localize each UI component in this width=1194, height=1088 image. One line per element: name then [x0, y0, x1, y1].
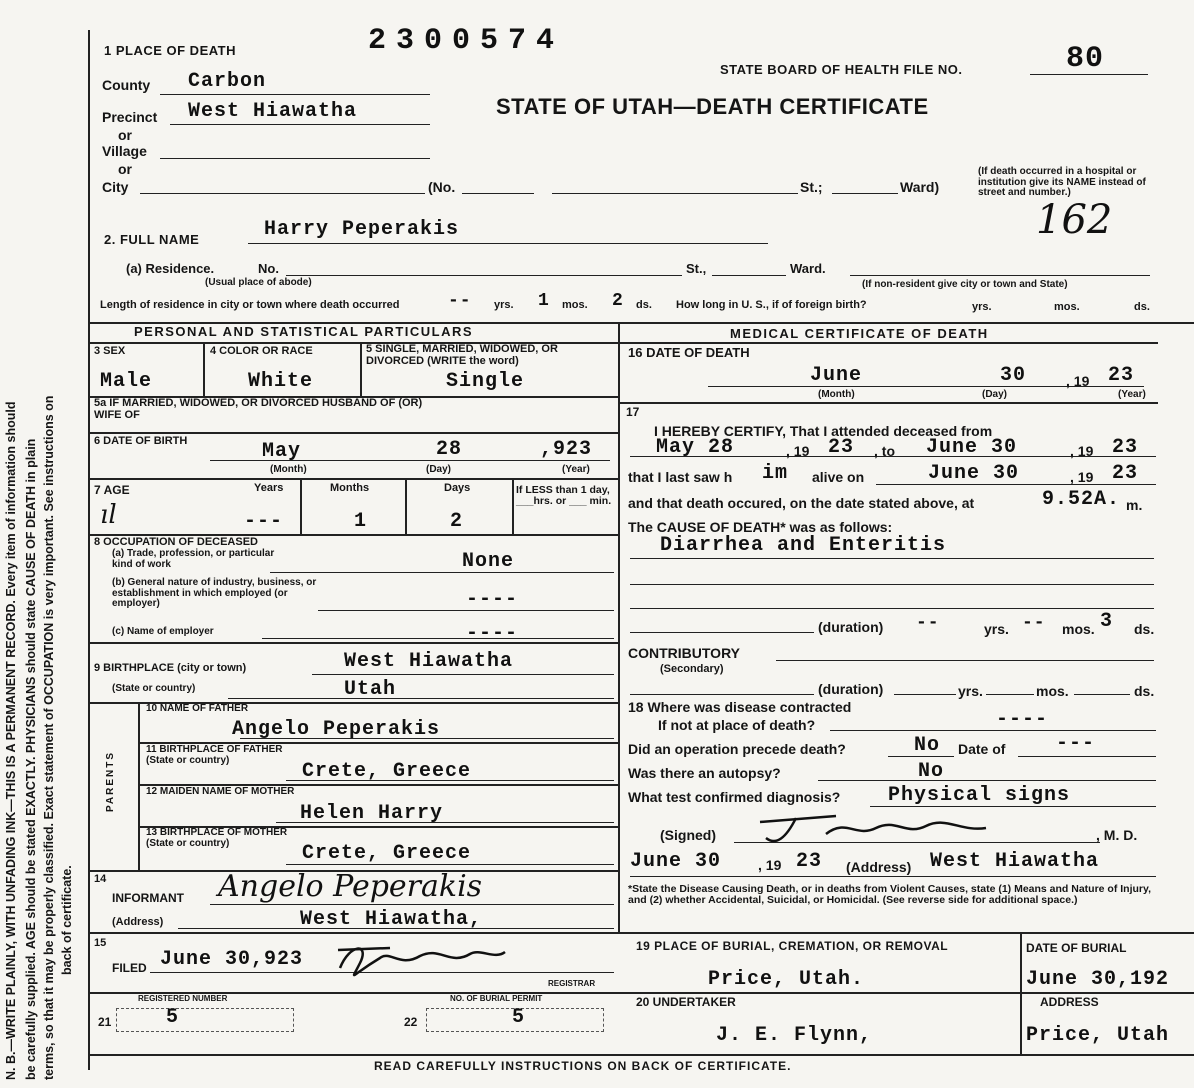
precinct-label: Precinct	[102, 109, 158, 125]
age-days-value: 2	[450, 510, 464, 533]
age-months-value: 1	[354, 510, 368, 533]
dob-day: 28	[436, 438, 463, 461]
dob-month-label: (Month)	[270, 464, 307, 475]
undertaker-address: Price, Utah	[1026, 1024, 1170, 1047]
certificate-number: 2300574	[368, 24, 565, 58]
death-month: June	[810, 364, 863, 387]
dob-label: 6 DATE OF BIRTH	[94, 435, 188, 447]
burial-place-label: 19 PLACE OF BURIAL, CREMATION, OR REMOVAL	[636, 939, 949, 953]
hospital-note: (If death occurred in a hospital or institution give its NAME instead of street and number.)	[978, 166, 1146, 198]
occupation-b-label: (b) General nature of industry, business, or establishment in which employed (or employer)	[112, 577, 317, 609]
duration-yrs-label: yrs.	[984, 621, 1009, 637]
age-months-label: Months	[330, 482, 370, 494]
cause-of-death-value: Diarrhea and Enteritis	[660, 534, 947, 557]
margin-note: 162	[1036, 197, 1113, 243]
registrar-signature	[330, 938, 510, 978]
age-days-label: Days	[444, 482, 471, 494]
cause-of-death-label: The CAUSE OF DEATH* was as follows:	[628, 519, 893, 535]
operation-date-value: ---	[1056, 732, 1096, 755]
nineteen-1: , 19	[786, 443, 810, 459]
physician-address-label: (Address)	[846, 859, 912, 875]
duration-mos-label-2: mos.	[1036, 683, 1069, 699]
diagnosis-test-label: What test confirmed diagnosis?	[628, 789, 841, 805]
age-years-value: ---	[244, 510, 284, 533]
outer-border-left	[88, 30, 90, 1070]
signed-nineteen: , 19	[758, 857, 782, 873]
no-label: (No.	[428, 179, 456, 195]
precinct-value: West Hiawatha	[188, 100, 358, 123]
certificate-title: STATE OF UTAH—DEATH CERTIFICATE	[496, 94, 929, 119]
contracted-value: ----	[996, 708, 1049, 731]
burial-date-value: June 30,192	[1026, 968, 1170, 991]
filed-date: June 30,923	[160, 948, 304, 971]
mos-label: mos.	[562, 299, 588, 311]
county-label: County	[102, 77, 151, 93]
death-year: 23	[1108, 364, 1135, 387]
attended-to-year: 23	[1112, 436, 1139, 459]
to-label: , to	[874, 443, 895, 459]
death-day-label: (Day)	[982, 389, 1008, 400]
color-value: White	[248, 370, 314, 393]
burial-permit-prefix: 22	[404, 1015, 418, 1029]
residence-no-label: No.	[258, 261, 279, 276]
signed-year: 23	[796, 850, 823, 873]
duration-label-2: (duration)	[818, 681, 884, 697]
informant-label: INFORMANT	[112, 891, 184, 905]
footer-instructions: READ CAREFULLY INSTRUCTIONS ON BACK OF CERTIFICATE.	[374, 1059, 792, 1073]
undertaker-address-label: ADDRESS	[1040, 995, 1099, 1009]
registered-number: 5	[166, 1006, 180, 1029]
operation-label: Did an operation precede death?	[628, 741, 846, 757]
death-year-prefix: , 19	[1066, 373, 1090, 389]
occupation-a-label: (a) Trade, profession, or particular kind of work	[112, 548, 275, 570]
duration-years: --	[916, 613, 940, 633]
nineteen-2: , 19	[1070, 443, 1094, 459]
birthplace-state-label: (State or country)	[112, 683, 196, 694]
margin-instruction-2: be carefully supplied. AGE should be stated EXACTLY. PHYSICIANS should state CAUSE OF DEATH in plain	[24, 438, 38, 1080]
parents-side-label: PARENTS	[105, 750, 116, 812]
employer-value: ----	[466, 622, 519, 645]
age-label: 7 AGE	[94, 483, 130, 497]
death-month-label: (Month)	[818, 389, 855, 400]
age-mark: ıl	[100, 500, 117, 530]
meridiem-label: m.	[1126, 497, 1143, 513]
dob-month: May	[262, 440, 302, 463]
alive-on-label: alive on	[812, 469, 865, 485]
burial-permit-label: NO. OF BURIAL PERMIT	[450, 994, 543, 1003]
or-label-2: or	[118, 161, 132, 177]
attended-from-year: 23	[828, 436, 855, 459]
sex-label: 3 SEX	[94, 345, 126, 357]
ds-label: ds.	[636, 299, 652, 311]
father-value: Angelo Peperakis	[232, 718, 441, 741]
mother-birthplace-value: Crete, Greece	[302, 842, 472, 865]
st-label-2: St.,	[686, 261, 707, 276]
duration-mos-label: mos.	[1062, 621, 1095, 637]
autopsy-label: Was there an autopsy?	[628, 765, 781, 781]
informant-number: 14	[94, 873, 107, 885]
contracted-label: 18 Where was disease contracted	[628, 699, 852, 715]
filed-number: 15	[94, 937, 107, 949]
marital-label: 5 SINGLE, MARRIED, WIDOWED, OR DIVORCED (WRITE the word)	[366, 343, 558, 367]
duration-ds-label: ds.	[1134, 621, 1155, 637]
burial-permit-number: 5	[512, 1006, 526, 1029]
duration-days: 3	[1100, 610, 1114, 633]
residence-label: (a) Residence.	[126, 261, 215, 276]
father-birthplace-label: 11 BIRTHPLACE OF FATHER (State or country)	[146, 744, 283, 766]
diagnosis-test-value: Physical signs	[888, 784, 1071, 807]
margin-instruction-4: back of certificate.	[60, 865, 74, 975]
ds-label-2: ds.	[1134, 301, 1150, 313]
death-time: 9.52A.	[1042, 488, 1121, 511]
birthplace-city: West Hiawatha	[344, 650, 514, 673]
operation-date-label: Date of	[958, 741, 1006, 757]
mother-birthplace-label: 13 BIRTHPLACE OF MOTHER (State or country)	[146, 827, 288, 849]
color-label: 4 COLOR OR RACE	[210, 345, 313, 357]
secondary-label: (Secondary)	[660, 663, 724, 675]
section-17-label: 17	[626, 405, 640, 419]
st-label: St.;	[800, 179, 823, 195]
full-name-label: 2. FULL NAME	[104, 232, 200, 247]
last-saw-label: that I last saw h	[628, 469, 733, 485]
contributory-label: CONTRIBUTORY	[628, 645, 740, 661]
birthplace-state: Utah	[344, 678, 397, 701]
length-days: 2	[612, 291, 624, 311]
how-long-us-label: How long in U. S., if of foreign birth?	[676, 299, 867, 311]
length-of-residence-label: Length of residence in city or town where death occurred	[100, 299, 400, 311]
attended-to-date: June 30	[926, 436, 1018, 459]
ward-label: Ward)	[900, 179, 940, 195]
informant-signature: Angelo Peperakis	[218, 869, 483, 904]
duration-months: --	[1022, 613, 1046, 633]
usual-place-note: (Usual place of abode)	[205, 277, 312, 288]
occupation-a-value: None	[462, 550, 515, 573]
father-birthplace-value: Crete, Greece	[302, 760, 472, 783]
file-no-label: STATE BOARD OF HEALTH FILE NO.	[720, 62, 963, 77]
filed-label: FILED	[112, 961, 147, 975]
yrs-label-2: yrs.	[972, 301, 992, 313]
marital-value: Single	[446, 370, 525, 393]
physician-signature	[756, 808, 996, 848]
autopsy-value: No	[918, 760, 945, 783]
burial-date-label: DATE OF BURIAL	[1026, 941, 1127, 955]
mos-label-2: mos.	[1054, 301, 1080, 313]
burial-place-value: Price, Utah.	[708, 968, 865, 991]
birthplace-label: 9 BIRTHPLACE (city or town)	[94, 662, 247, 674]
last-saw-date: June 30	[928, 462, 1020, 485]
occupation-label: 8 OCCUPATION OF DECEASED	[94, 536, 258, 548]
operation-value: No	[914, 734, 941, 757]
county-value: Carbon	[188, 70, 267, 93]
medical-heading: MEDICAL CERTIFICATE OF DEATH	[730, 326, 989, 341]
death-day: 30	[1000, 364, 1027, 387]
not-at-place-label: If not at place of death?	[658, 717, 816, 733]
death-occurred-label: and that death occured, on the date stated above, at	[628, 495, 975, 511]
occupation-b-value: ----	[466, 588, 519, 611]
date-of-death-label: 16 DATE OF DEATH	[628, 345, 750, 360]
ward-label-2: Ward.	[790, 261, 826, 276]
registered-number-prefix: 21	[98, 1015, 112, 1029]
signed-label: (Signed)	[660, 827, 716, 843]
margin-instruction-3: terms, so that it may be properly classified. Exact statement of OCCUPATION is very important. See instructions on	[42, 395, 56, 1080]
undertaker-value: J. E. Flynn,	[716, 1024, 873, 1047]
employer-label: (c) Name of employer	[112, 626, 214, 637]
dob-day-label: (Day)	[426, 464, 452, 475]
signed-date: June 30	[630, 850, 722, 873]
nineteen-3: , 19	[1070, 469, 1094, 485]
duration-ds-label-2: ds.	[1134, 683, 1155, 699]
mother-label: 12 MAIDEN NAME OF MOTHER	[146, 786, 295, 797]
informant-address: West Hiawatha,	[300, 908, 483, 931]
last-saw-him: im	[762, 462, 789, 485]
less-than-day-label: If LESS than 1 day, ___hrs. or ___ min.	[516, 484, 612, 508]
column-divider	[618, 322, 620, 932]
registrar-label: REGISTRAR	[548, 979, 596, 988]
dob-year: ,923	[540, 438, 593, 461]
md-label: , M. D.	[1096, 827, 1138, 843]
attended-from-date: May 28	[656, 436, 735, 459]
yrs-label: yrs.	[494, 299, 514, 311]
duration-yrs-label-2: yrs.	[958, 683, 983, 699]
length-years: --	[448, 291, 472, 311]
personal-heading: PERSONAL AND STATISTICAL PARTICULARS	[134, 324, 474, 339]
father-label: 10 NAME OF FATHER	[146, 703, 249, 714]
age-years-label: Years	[254, 482, 284, 494]
cause-footnote: *State the Disease Causing Death, or in deaths from Violent Causes, state (1) Means and Nature of Injury, and (2) whether Accidental, Suicidal, or Homicidal. (See reverse side for additional space.)	[628, 883, 1151, 907]
place-of-death-label: 1 PLACE OF DEATH	[104, 43, 236, 58]
file-number: 80	[1066, 42, 1105, 76]
or-label-1: or	[118, 127, 132, 143]
margin-instruction-1: N. B.—WRITE PLAINLY, WITH UNFADING INK—THIS IS A PERMANENT RECORD. Every item of information should	[4, 401, 18, 1080]
full-name-value: Harry Peperakis	[264, 218, 460, 241]
registered-number-label: REGISTERED NUMBER	[138, 994, 228, 1003]
mother-value: Helen Harry	[300, 802, 444, 825]
undertaker-label: 20 UNDERTAKER	[636, 995, 736, 1009]
length-months: 1	[538, 291, 550, 311]
duration-label: (duration)	[818, 619, 884, 635]
spouse-label: 5a IF MARRIED, WIDOWED, OR DIVORCED HUSBAND OF (OR) WIFE OF	[94, 397, 423, 421]
dob-year-label: (Year)	[562, 464, 590, 475]
informant-address-label: (Address)	[112, 916, 164, 928]
nonresident-note: (If non-resident give city or town and State)	[862, 279, 1068, 290]
certify-text: I HEREBY CERTIFY, That I attended deceased from	[654, 423, 993, 439]
death-year-label: (Year)	[1118, 389, 1146, 400]
physician-address: West Hiawatha	[930, 850, 1100, 873]
village-label: Village	[102, 143, 147, 159]
last-saw-year: 23	[1112, 462, 1139, 485]
city-label: City	[102, 179, 129, 195]
sex-value: Male	[100, 370, 153, 393]
